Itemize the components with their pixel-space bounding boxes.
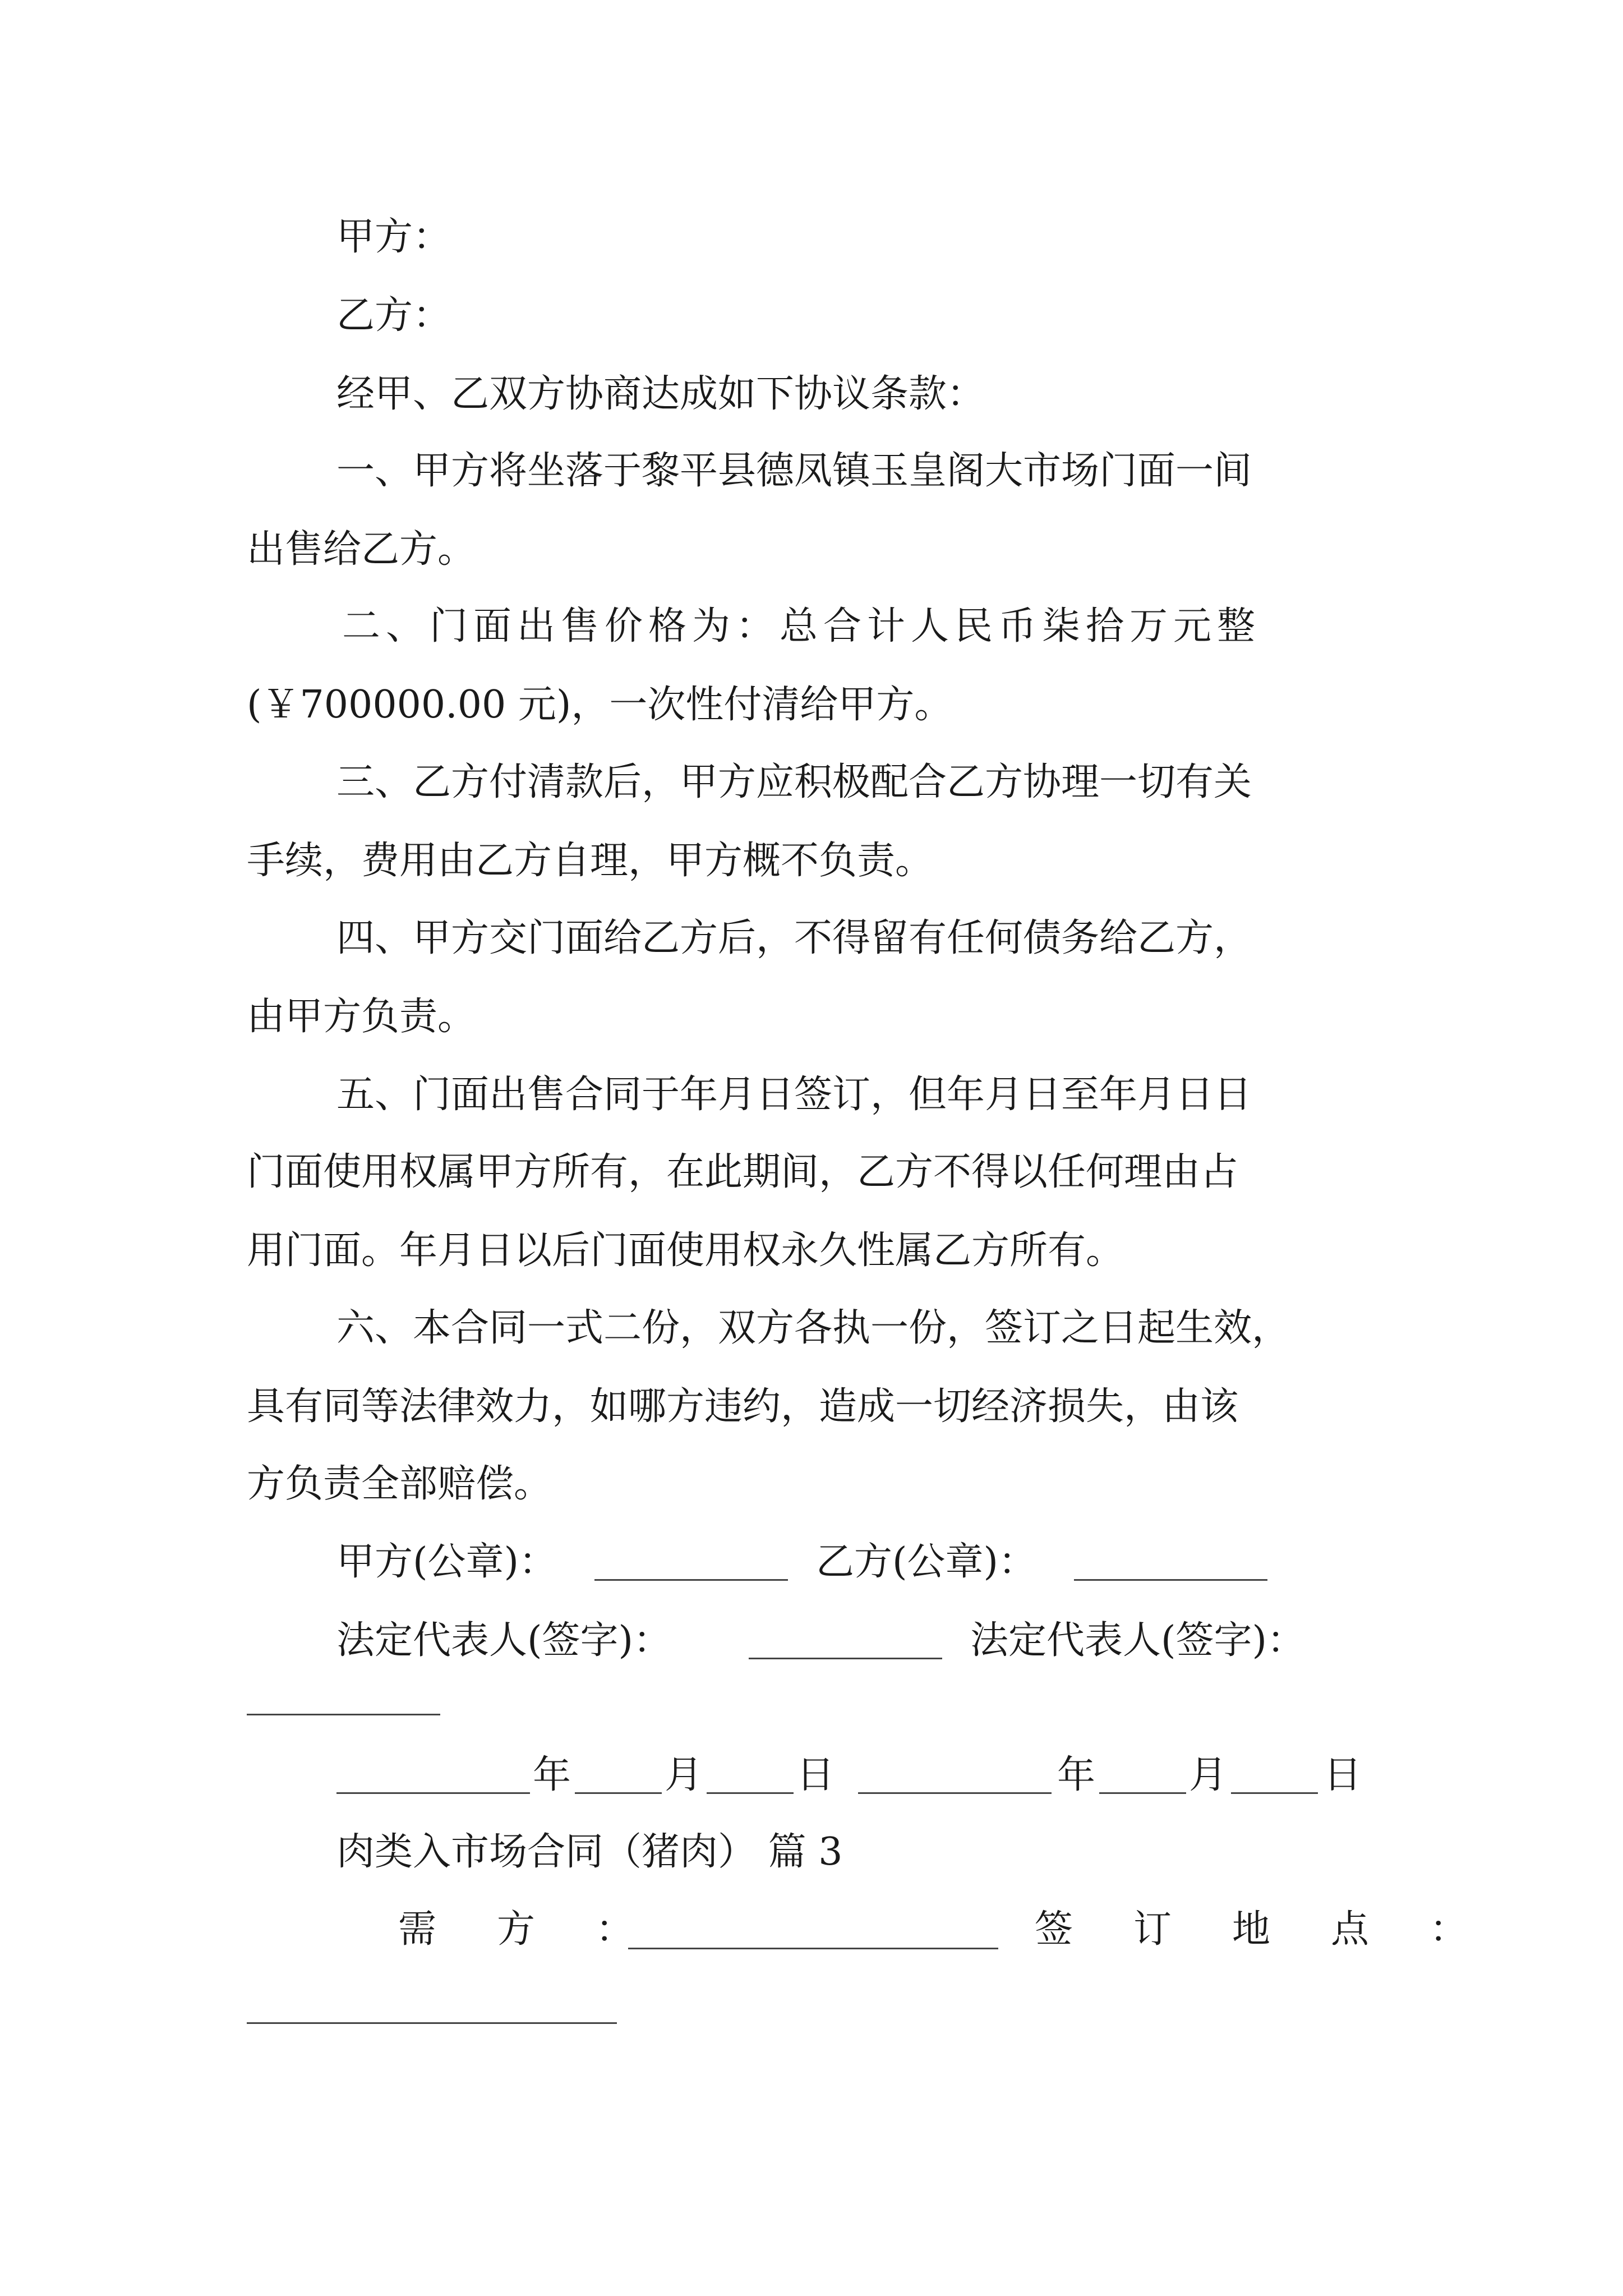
clause-6-line-1: 六、本合同一式二份，双方各执一份，签订之日起生效，: [336, 1306, 1290, 1350]
date-a-day: 日: [796, 1753, 835, 1797]
place-blank: [247, 2022, 617, 2024]
date-b-month: 月: [1189, 1753, 1228, 1797]
seal-a-label: 甲方(公章)：: [336, 1540, 557, 1584]
date-b-day: 日: [1324, 1753, 1362, 1797]
clause-4-line-1: 四、甲方交门面给乙方后，不得留有任何债务给乙方，: [336, 916, 1252, 960]
clause-3-line-1: 三、乙方付清款后，甲方应积极配合乙方协理一切有关: [336, 760, 1252, 804]
seal-a-blank: [594, 1579, 788, 1581]
date-a-year-blank: [336, 1792, 530, 1794]
clause-2-line-1: 二、门面出售价格为：总合计人民币柒拾万元整: [342, 604, 1261, 648]
clause-5-line-3: 用门面。年月日以后门面使用权永久性属乙方所有。: [247, 1228, 1124, 1273]
party-b-label: 乙方：: [336, 293, 451, 338]
rep-a-label: 法定代表人(签字)：: [336, 1618, 672, 1663]
date-a-month-blank: [575, 1792, 662, 1794]
date-a-day-blank: [707, 1792, 794, 1794]
party-a-label: 甲方：: [336, 215, 451, 259]
date-b-day-blank: [1231, 1792, 1318, 1794]
date-a-year: 年: [533, 1753, 571, 1797]
clause-5-line-1: 五、门面出售合同于年月日签订，但年月日至年月日日: [336, 1073, 1252, 1117]
clause-6-line-3: 方负责全部赔偿。: [247, 1462, 552, 1506]
clause-1-line-2: 出售给乙方。: [247, 527, 476, 572]
rep-b-label: 法定代表人(签字)：: [970, 1618, 1306, 1663]
clause-1-line-1: 一、甲方将坐落于黎平县德凤镇玉皇阁大市场门面一间: [336, 449, 1252, 493]
seal-b-label: 乙方(公章)：: [816, 1540, 1037, 1584]
buyer-label: 需 方 ：: [398, 1907, 645, 1952]
next-contract-title: 肉类入市场合同（猪肉） 篇 3: [336, 1830, 843, 1874]
place-label: 签 订 地 点 ：: [1035, 1907, 1479, 1952]
rep-a-blank: [749, 1658, 942, 1659]
rep-b-blank: [247, 1714, 440, 1715]
buyer-blank: [628, 1948, 998, 1949]
clause-6-line-2: 具有同等法律效力，如哪方违约，造成一切经济损失，由该: [247, 1384, 1239, 1429]
clause-5-line-2: 门面使用权属甲方所有，在此期间，乙方不得以任何理由占: [247, 1150, 1239, 1194]
intro-paragraph: 经甲、乙双方协商达成如下协议条款：: [336, 372, 985, 416]
clause-4-line-2: 由甲方负责。: [247, 995, 476, 1039]
date-b-year: 年: [1057, 1753, 1096, 1797]
seal-b-blank: [1074, 1579, 1267, 1581]
date-a-month: 月: [665, 1753, 703, 1797]
date-b-month-blank: [1099, 1792, 1186, 1794]
date-b-year-blank: [858, 1792, 1052, 1794]
clause-2-line-2: (￥700000.00 元)，一次性付清给甲方。: [247, 683, 953, 727]
clause-3-line-2: 手续，费用由乙方自理，甲方概不负责。: [247, 839, 934, 883]
